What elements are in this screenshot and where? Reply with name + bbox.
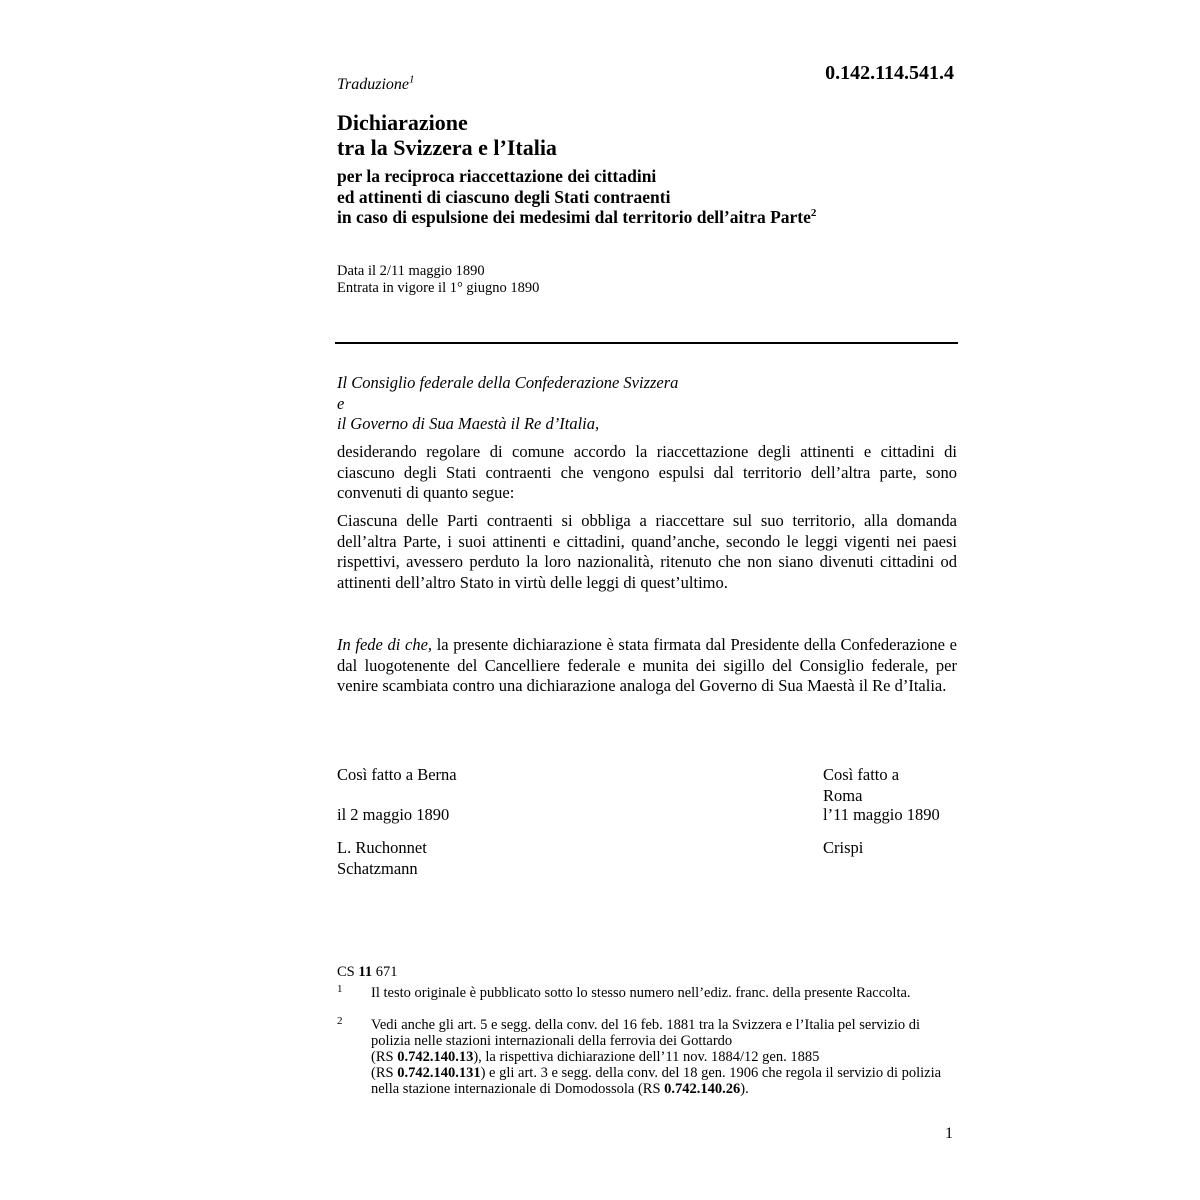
- sig-right-place: Così fatto a Roma: [823, 765, 900, 805]
- document-meta: [337, 263, 539, 297]
- in-faith-lead: In fede di che,: [337, 635, 433, 654]
- ref-0.742.140.26: 0.742.140.26: [664, 1081, 741, 1097]
- preamble-parties: [337, 373, 957, 435]
- sig-left-date: il 2 maggio 1890: [337, 805, 450, 824]
- preamble-intro: desiderando regolare di comune accordo la riaccettazione degli attinenti e cittadini di ciascuno degli Stati contraenti che vengono espulsi dal territorio dell’altra parte, sono convenuti di quanto segue:: [337, 442, 957, 502]
- sr-number: 0.142.114.541.4: [825, 62, 954, 84]
- footnote-ref-1: 1: [409, 73, 415, 86]
- sig-left-place: Così fatto a Berna: [337, 765, 457, 784]
- concluded-date: Data il 2/11 maggio 1890: [337, 263, 485, 279]
- footnote-2-number: 2: [337, 1015, 343, 1027]
- article-text: Ciascuna delle Parti contraenti si obbliga a riaccettare sul suo territorio, alla domanda dell’altra Parte, i suoi attinenti e cittadini, quand’anche, secondo le leggi vigenti nei paesi rispettivi, avessero perduto la loro nazionalità, ritenuto che non siano divenuti cittadini od attinenti dell’altro Stato in virtù delle leggi di quest’ultimo.: [337, 511, 957, 592]
- sig-left-names: [337, 838, 427, 879]
- sig-right-date: l’11 maggio 1890: [823, 805, 940, 824]
- ref-0.742.140.13: 0.742.140.13: [397, 1049, 474, 1065]
- subtitle-line-1: per la reciproca riaccettazione dei cittadini: [337, 166, 657, 186]
- translation-label: Traduzione$^1$: [337, 73, 415, 93]
- signatory-ruchonnet: L. Ruchonnet: [337, 838, 427, 857]
- page-number: 1: [945, 1125, 953, 1142]
- footnote-1-text: Il testo originale è pubblicato sotto lo stesso numero nell’ediz. franc. della presente Raccolta.: [371, 985, 911, 1001]
- signatory-schatzmann: Schatzmann: [337, 858, 418, 878]
- party-1: Il Consiglio federale della Confederazione Svizzera: [337, 373, 679, 392]
- subtitle-line-3: in caso di espulsione dei medesimi dal territorio dell’aitra Parte$^2$: [337, 207, 817, 227]
- footnote-2-text: Vedi anche gli art. 5 e segg. della conv. del 16 feb. 1881 tra la Svizzera e l’Italia pel servizio di polizia nelle stazioni internazionali della ferrovia dei Gottardo (RS 0.742.140.13), la rispettiva dichiarazione dell’11 nov. 1884/12 gen. 1885 (RS 0.742.140.131) e gli art. 3 e segg. della conv. del 18 gen. 1906 che regola il servizio di polizia nella stazione internazionale di Domodossola (RS 0.742.140.26).: [371, 1017, 942, 1097]
- header-divider: [335, 342, 958, 344]
- ref-0.742.140.131: 0.742.140.131: [397, 1065, 481, 1081]
- in-faith-clause: In fede di che, la presente dichiarazione è stata firmata dal Presidente della Confederazione e dal luogotenente del Cancelliere federale e munita dei sigillo del Consiglio federale, per venire scambiata contro una dichiarazione analoga del Governo di Sua Maestà il Re d’Italia.: [337, 635, 957, 695]
- document-subtitle: [337, 166, 816, 228]
- party-conjunction: e: [337, 393, 345, 413]
- signatory-crispi: Crispi: [823, 838, 864, 857]
- cs-reference: CS 11 671: [337, 964, 398, 980]
- party-2: il Governo di Sua Maestà il Re d’Italia,: [337, 414, 600, 433]
- title-line-2: tra la Svizzera e l’Italia: [337, 135, 557, 160]
- footnote-1-number: 1: [337, 983, 343, 995]
- footnote-ref-2: 2: [810, 207, 817, 220]
- document-title: [337, 110, 557, 160]
- title-line-1: Dichiarazione: [337, 110, 468, 135]
- subtitle-line-2: ed attinenti di ciascuno degli Stati contraenti: [337, 186, 671, 207]
- entry-into-force: Entrata in vigore il 1° giugno 1890: [337, 280, 540, 296]
